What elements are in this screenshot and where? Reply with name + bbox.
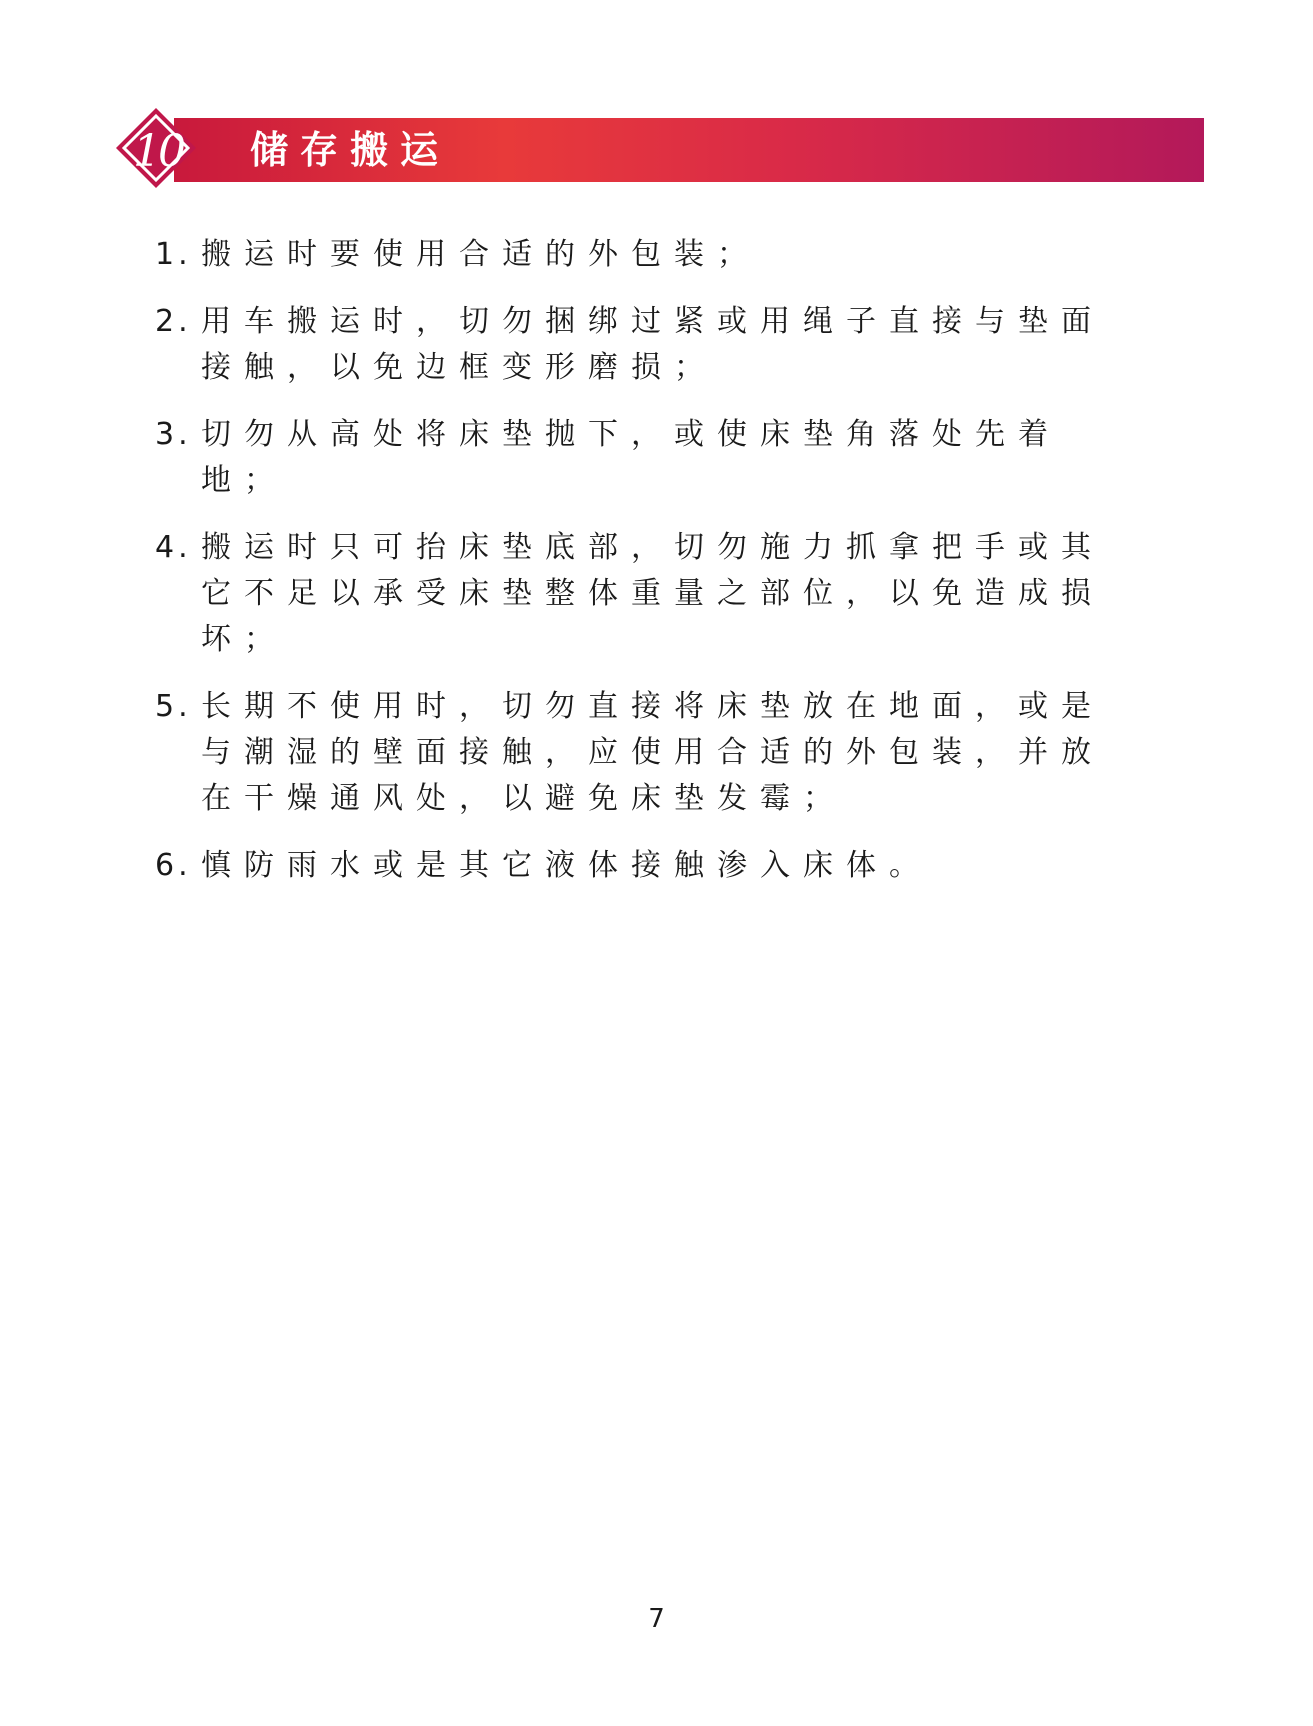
list-item-text: 用车搬运时，切勿捆绑过紧或用绳子直接与垫面接触，以免边框变形磨损； <box>201 304 1104 385</box>
list-item-text: 切勿从高处将床垫抛下，或使床垫角落处先着地； <box>201 417 1061 498</box>
list-item-number: 4. <box>155 530 192 565</box>
instruction-list <box>155 232 1135 910</box>
list-item-text: 慎防雨水或是其它液体接触渗入床体。 <box>201 848 932 883</box>
list-item-text: 长期不使用时，切勿直接将床垫放在地面，或是与潮湿的壁面接触，应使用合适的外包装，并放在干燥通风处，以避免床垫发霉； <box>201 689 1104 816</box>
list-item <box>155 299 1135 391</box>
list-item-number: 6. <box>155 848 192 883</box>
list-item <box>155 684 1135 822</box>
list-item-number: 1. <box>155 237 192 272</box>
list-item <box>155 232 1135 278</box>
list-item <box>155 525 1135 663</box>
section-number-badge <box>116 108 196 188</box>
list-item <box>155 843 1135 889</box>
list-item-text: 搬运时要使用合适的外包装； <box>201 237 760 272</box>
page-number: 7 <box>648 1604 665 1634</box>
list-item-number: 5. <box>155 689 192 724</box>
list-item-text: 搬运时只可抬床垫底部，切勿施力抓拿把手或其它不足以承受床垫整体重量之部位，以免造成损坏； <box>201 530 1104 657</box>
section-title: 储存搬运 <box>250 128 451 172</box>
list-item-number: 3. <box>155 417 192 452</box>
list-item <box>155 412 1135 504</box>
section-number: 10 <box>133 126 183 177</box>
list-item-number: 2. <box>155 304 192 339</box>
section-header <box>112 104 1204 200</box>
